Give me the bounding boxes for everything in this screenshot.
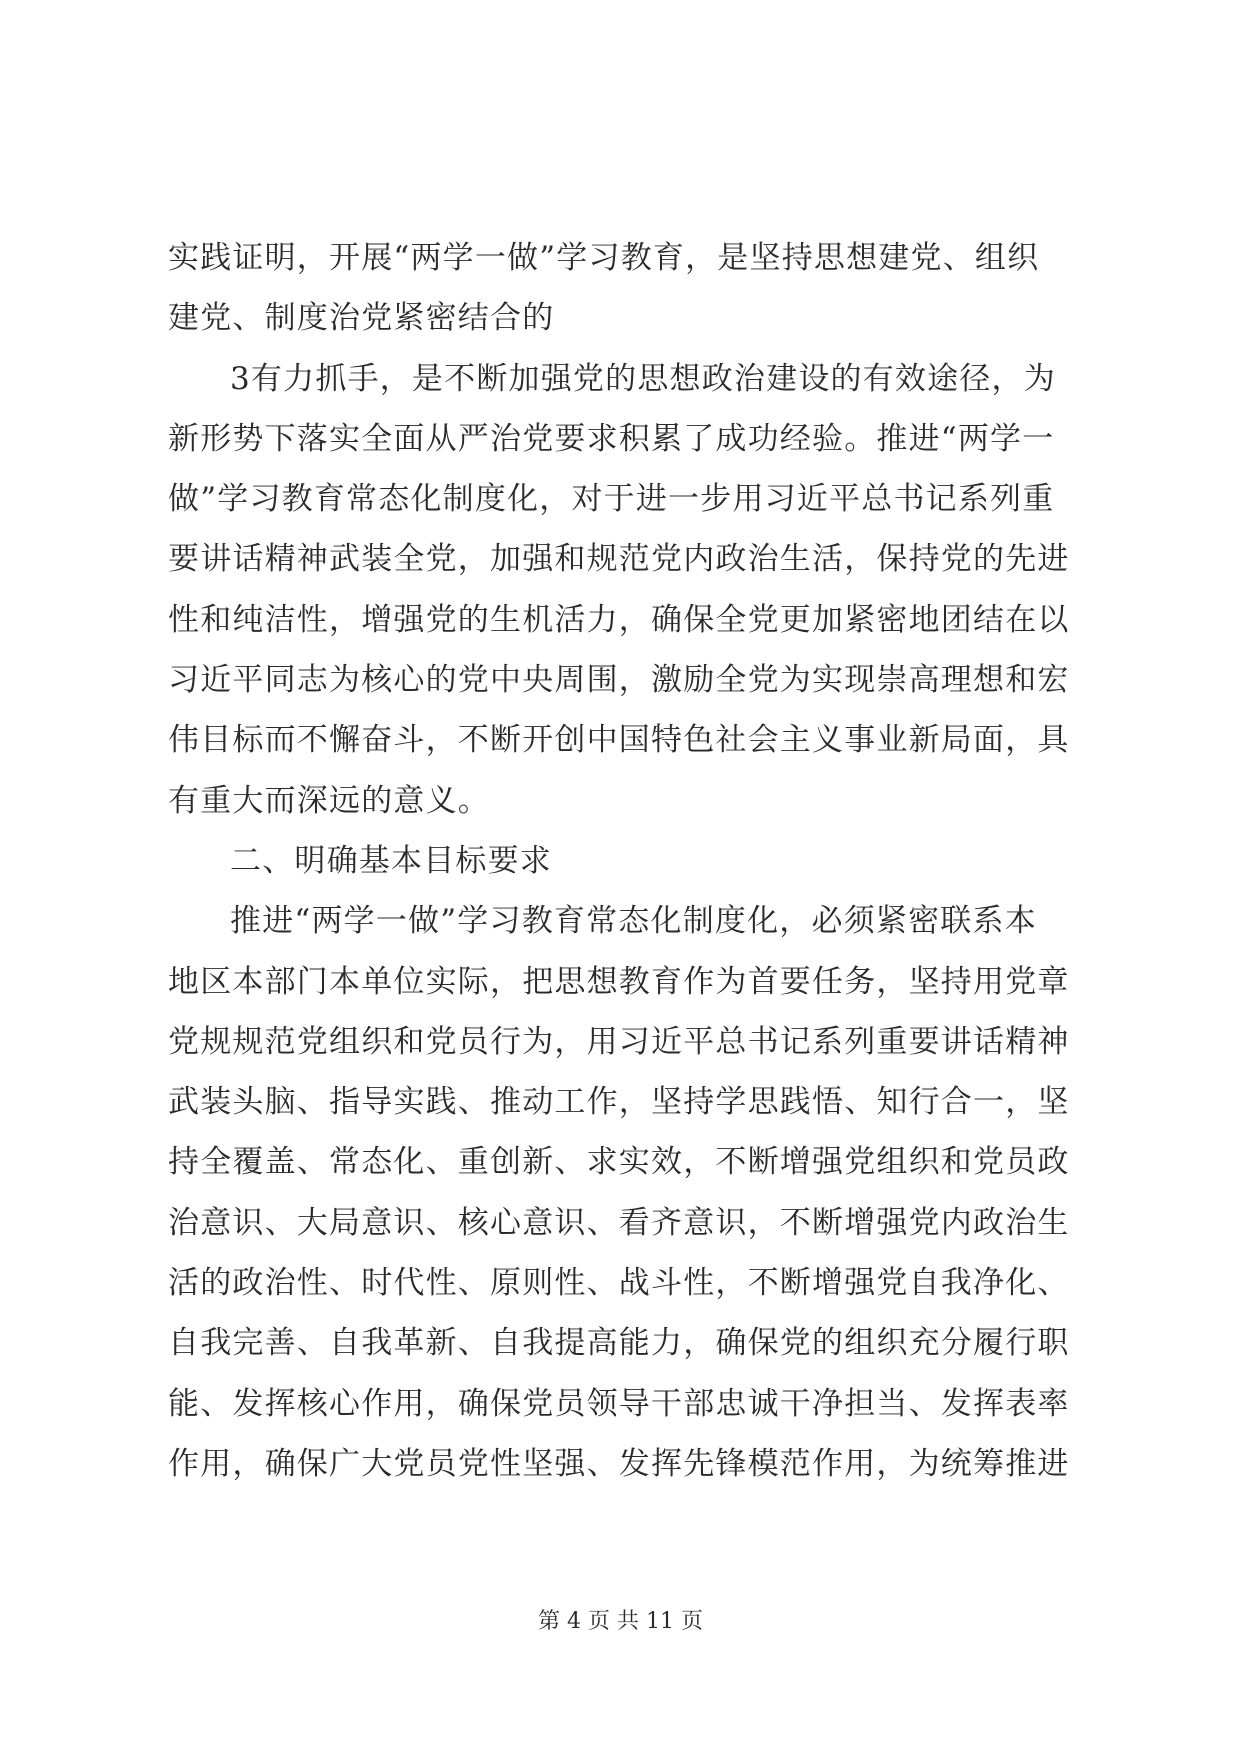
text-line: 性和纯洁性，增强党的生机活力，确保全党更加紧密地团结在以 xyxy=(168,601,1070,638)
text-line: 地区本部门本单位实际，把思想教育作为首要任务，坚持用党章 xyxy=(168,963,1070,1000)
text-line: 党规规范党组织和党员行为，用习近平总书记系列重要讲话精神 xyxy=(168,1023,1070,1060)
text-line: 作用，确保广大党员党性坚强、发挥先锋模范作用，为统筹推进 xyxy=(168,1445,1070,1482)
text-line: 要讲话精神武装全党，加强和规范党内政治生活，保持党的先进 xyxy=(168,541,1070,578)
text-line: 活的政治性、时代性、原则性、战斗性，不断增强党自我净化、 xyxy=(168,1265,1070,1302)
text-line: 推进“两学一做”学习教育常态化制度化，必须紧密联系本 xyxy=(230,903,1037,940)
text-line: 武装头脑、指导实践、推动工作，坚持学思践悟、知行合一，坚 xyxy=(168,1084,1070,1121)
text-line: 治意识、大局意识、核心意识、看齐意识，不断增强党内政治生 xyxy=(168,1204,1070,1241)
text-line: 做”学习教育常态化制度化，对于进一步用习近平总书记系列重 xyxy=(168,481,1055,518)
text-line: 习近平同志为核心的党中央周围，激励全党为实现崇高理想和宏 xyxy=(168,662,1070,699)
text-line: 持全覆盖、常态化、重创新、求实效，不断增强党组织和党员政 xyxy=(168,1144,1070,1181)
text-line: 新形势下落实全面从严治党要求积累了成功经验。推进“两学一 xyxy=(168,420,1055,457)
text-line: 建党、制度治党紧密结合的 xyxy=(168,300,555,337)
text-line: 伟目标而不懈奋斗，不断开创中国特色社会主义事业新局面，具 xyxy=(168,722,1070,759)
text-line: 有重大而深远的意义。 xyxy=(168,782,490,819)
page-number-footer: 第 4 页 共 11 页 xyxy=(538,1609,703,1634)
text-line: 实践证明，开展“两学一做”学习教育，是坚持思想建党、组织 xyxy=(168,240,1040,276)
text-line: 自我完善、自我革新、自我提高能力，确保党的组织充分履行职 xyxy=(168,1325,1070,1362)
text-line: 能、发挥核心作用，确保党员领导干部忠诚干净担当、发挥表率 xyxy=(168,1385,1070,1422)
body-text xyxy=(168,228,1078,1494)
section-heading: 二、明确基本目标要求 xyxy=(230,842,552,879)
text-line: 3有力抓手，是不断加强党的思想政治建设的有效途径，为 xyxy=(230,360,1056,397)
